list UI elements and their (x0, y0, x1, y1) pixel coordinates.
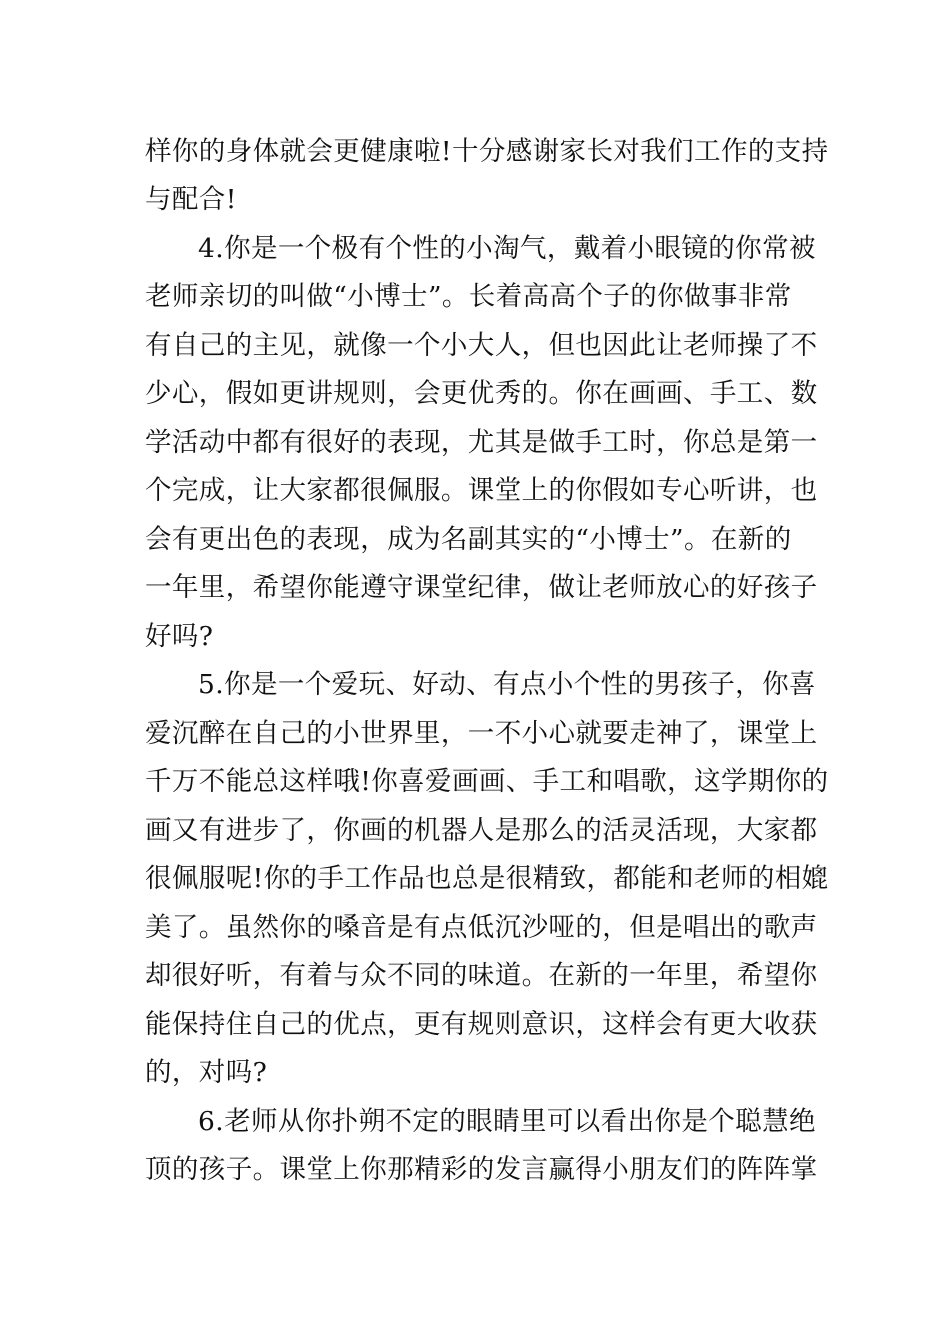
text-line: 老师亲切的叫做“小博士”。长着高高个子的你做事非常 (145, 281, 792, 312)
paragraph-6-start: 6.老师从你扑朔不定的眼睛里可以看出你是个聪慧绝 (198, 1106, 816, 1137)
text-line: 爱沉醉在自己的小世界里，一不小心就要走神了，课堂上 (145, 718, 818, 749)
text-line: 千万不能总这样哦!你喜爱画画、手工和唱歌，这学期你的 (145, 766, 829, 797)
paragraph-5-start: 5.你是一个爱玩、好动、有点小个性的男孩子，你喜 (198, 669, 816, 700)
text-line: 一年里，希望你能遵守课堂纪律，做让老师放心的好孩子 (145, 572, 818, 603)
text-line: 学活动中都有很好的表现，尤其是做手工时，你总是第一 (145, 427, 818, 458)
text-line: 会有更出色的表现，成为名副其实的“小博士”。在新的 (145, 524, 792, 555)
text-line: 能保持住自己的优点，更有规则意识，这样会有更大收获 (145, 1009, 818, 1040)
text-line: 与配合! (145, 184, 237, 215)
text-line: 的，对吗? (145, 1057, 268, 1088)
text-line: 少心，假如更讲规则，会更优秀的。你在画画、手工、数 (145, 378, 818, 409)
text-line: 却很好听，有着与众不同的味道。在新的一年里，希望你 (145, 960, 818, 991)
text-line: 有自己的主见，就像一个小大人，但也因此让老师操了不 (145, 330, 818, 361)
paragraph-4-start: 4.你是一个极有个性的小淘气，戴着小眼镜的你常被 (198, 233, 816, 264)
text-line: 美了。虽然你的嗓音是有点低沉沙哑的，但是唱出的歌声 (145, 912, 818, 943)
text-line: 个完成，让大家都很佩服。课堂上的你假如专心听讲，也 (145, 475, 818, 506)
text-line: 顶的孩子。课堂上你那精彩的发言赢得小朋友们的阵阵掌 (145, 1154, 818, 1185)
text-line: 画又有进步了，你画的机器人是那么的活灵活现，大家都 (145, 815, 818, 846)
text-line: 很佩服呢!你的手工作品也总是很精致，都能和老师的相媲 (145, 863, 829, 894)
text-line: 样你的身体就会更健康啦!十分感谢家长对我们工作的支持 (145, 136, 829, 167)
text-line: 好吗? (145, 621, 214, 652)
